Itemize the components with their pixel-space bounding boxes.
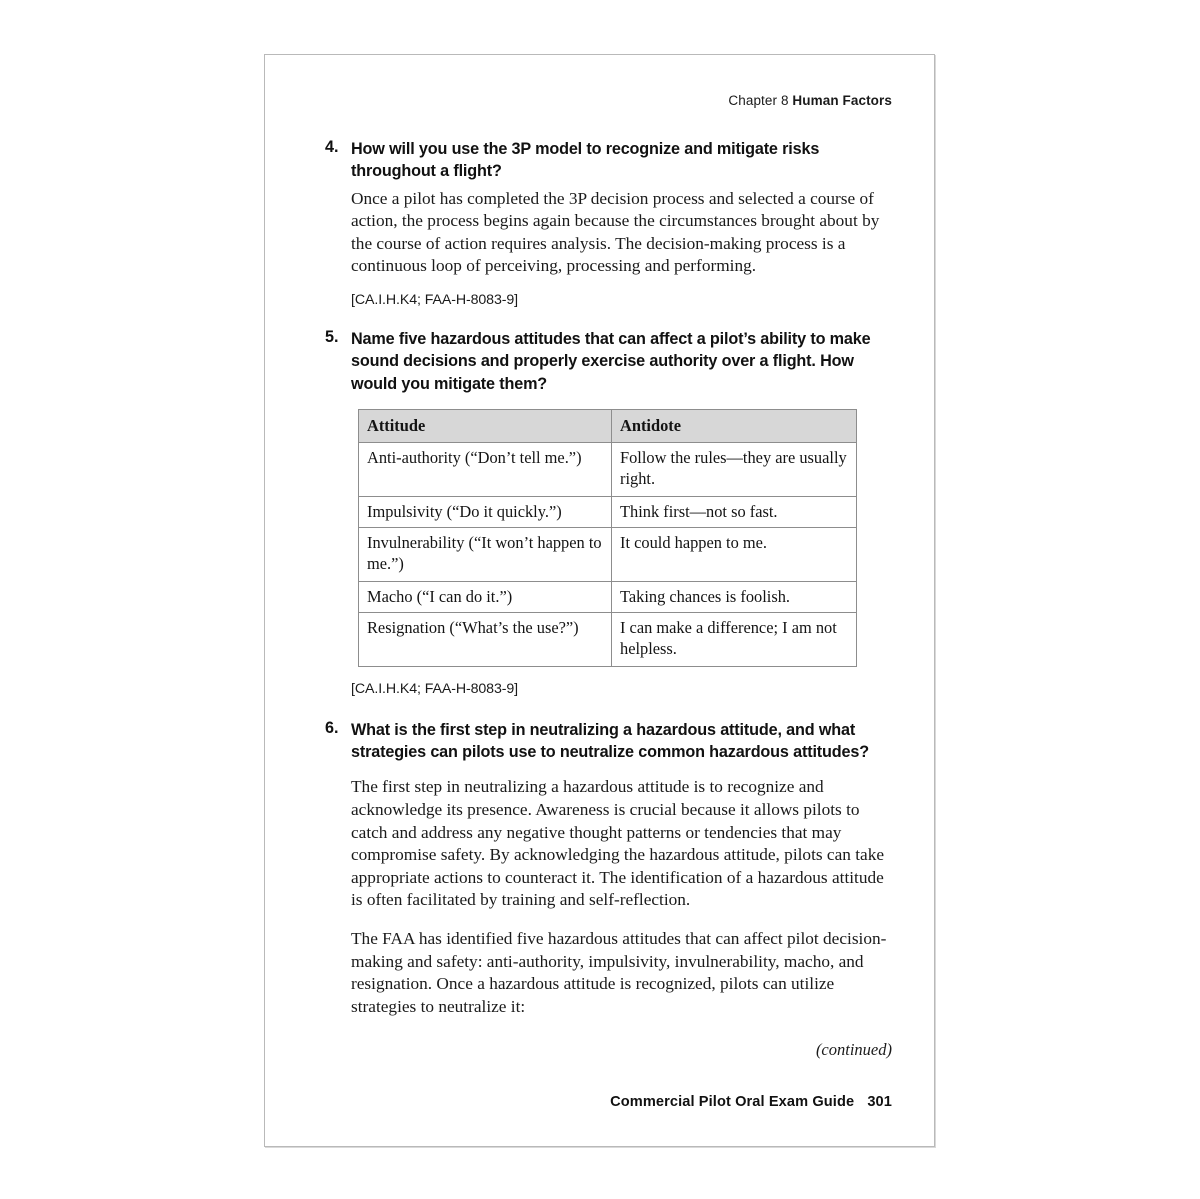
cell-attitude: Macho (“I can do it.”)	[359, 581, 612, 612]
table-header-row	[359, 409, 857, 442]
cell-antidote: I can make a difference; I am not helpless.	[612, 612, 857, 666]
footer-book-title: Commercial Pilot Oral Exam Guide	[610, 1094, 855, 1110]
cell-antidote: Follow the rules—they are usually right.	[612, 442, 857, 496]
table-row	[359, 496, 857, 527]
hazardous-attitudes-table	[358, 409, 857, 667]
answer-paragraph-6-1: The first step in neutralizing a hazardous attitude is to recognize and acknowledge its presence. Awareness is crucial because it allows pilots to catch and address any negative thought patterns or tendencies that may compromise safety. By acknowledging the hazardous attitude, pilots can take appropriate actions to counteract it. The identification of a hazardous attitude is often facilitated by training and self-reflection.	[351, 777, 885, 910]
question-block-5	[325, 327, 892, 697]
cell-antidote: Taking chances is foolish.	[612, 581, 857, 612]
table-row	[359, 527, 857, 581]
page-footer	[307, 1094, 892, 1110]
running-head-title: Human Factors	[792, 93, 892, 108]
question-text-4: How will you use the 3P model to recognize and mitigate risks throughout a flight?	[351, 140, 820, 181]
continued-note: (continued)	[815, 1040, 892, 1060]
column-header-antidote: Antidote	[612, 409, 857, 442]
citation-5: [CA.I.H.K4; FAA-H-8083-9]	[351, 680, 519, 697]
question-number-5: 5.	[325, 327, 339, 346]
running-head-chapter: Chapter 8	[728, 93, 789, 108]
citation-4: [CA.I.H.K4; FAA-H-8083-9]	[351, 291, 519, 308]
page-content	[265, 55, 934, 1146]
cell-antidote: It could happen to me.	[612, 527, 857, 581]
cell-attitude: Impulsivity (“Do it quickly.”)	[359, 496, 612, 527]
question-block-4	[325, 138, 892, 308]
running-head	[307, 93, 892, 108]
column-header-attitude: Attitude	[359, 409, 612, 442]
cell-antidote: Think first—not so fast.	[612, 496, 857, 527]
cell-attitude: Anti-authority (“Don’t tell me.”)	[359, 442, 612, 496]
question-text-6: What is the first step in neutralizing a hazardous attitude, and what strategies can pilots use to neutralize common hazardous attitudes?	[351, 720, 869, 762]
footer-page-number: 301	[867, 1094, 892, 1110]
question-number-6: 6.	[325, 718, 339, 737]
answer-paragraph-6-2: The FAA has identified five hazardous attitudes that can affect pilot decision-making and safety: anti-authority, impulsivity, invulnerability, macho, and resignation. Once a hazardous attitude is recognized, pilots can utilize strategies to neutralize it:	[351, 929, 887, 1016]
section-spacer	[307, 308, 892, 328]
section-spacer	[307, 697, 892, 719]
question-number-4: 4.	[325, 138, 339, 156]
table-row	[359, 581, 857, 612]
table-row	[359, 612, 857, 666]
answer-paragraph-4-1: Once a pilot has completed the 3P decision process and selected a course of action, the process begins again because the circumstances brought about by the course of action requires analysis. The decision-making process is a continuous loop of perceiving, processing and performing.	[351, 188, 880, 276]
table-row	[359, 442, 857, 496]
question-text-5: Name five hazardous attitudes that can affect a pilot’s ability to make sound decisions and properly exercise authority over a flight. How would you mitigate them?	[351, 329, 871, 393]
question-block-6	[325, 718, 892, 1061]
cell-attitude: Resignation (“What’s the use?”)	[359, 612, 612, 666]
book-page	[264, 54, 935, 1147]
cell-attitude: Invulnerability (“It won’t happen to me.”)	[359, 527, 612, 581]
